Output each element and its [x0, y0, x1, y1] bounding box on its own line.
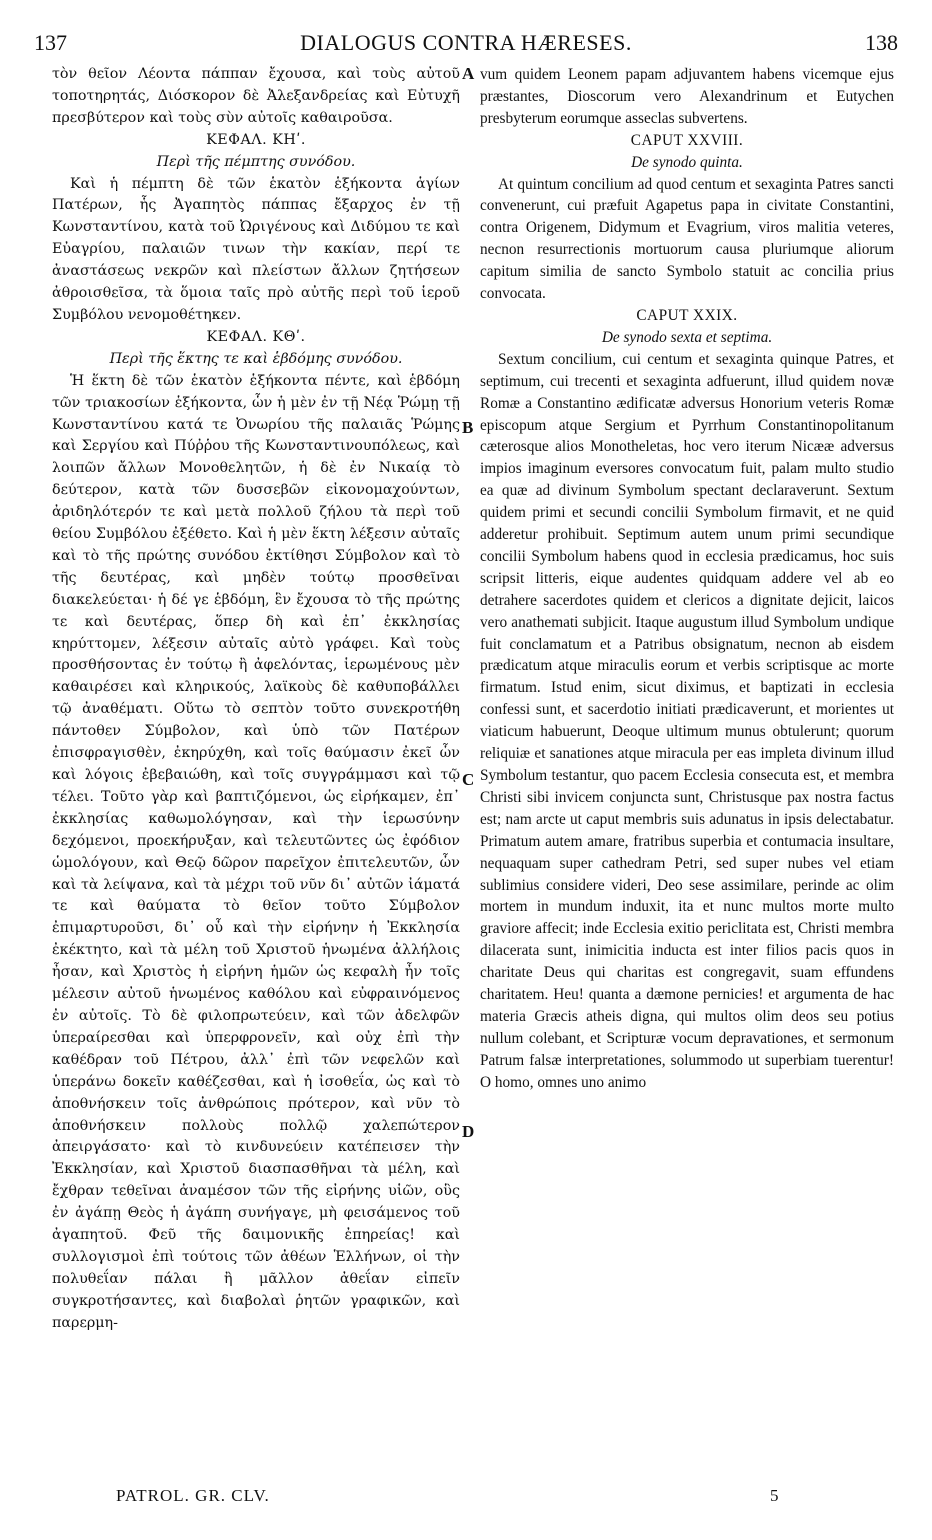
- greek-chapter-28-paragraph: Καὶ ἡ πέμπτη δὲ τῶν ἑκατὸν ἑξήκοντα ἁγίων Πατέρων, ἧς Ἀγαπητὸς πάππας ἔξαρχος ἐν τῇ Κωνσταντίνου, κατὰ τοῦ Ὠριγένους καὶ Διδύμου τε καὶ Εὐαγρίου, παλαιῶν τινων τὴν κακίαν, περί τε ἀναστάσεως νεκρῶν καὶ πλείστων ἄλλων ζητήσεων ἀθροισθεῖσα, τὰ ὅμοια ταῖς πρὸ αὐτῆς περὶ τοῦ ἱεροῦ Συμβόλου νενομοθέτηκεν.: [52, 175, 460, 323]
- page-footer: [0, 1486, 932, 1516]
- greek-chapter-28-heading: ΚΕΦΑΛ. ΚΗʹ.: [206, 131, 306, 148]
- greek-chapter-29-heading: ΚΕΦΑΛ. ΚΘʹ.: [206, 328, 306, 345]
- margin-letter-d: D: [462, 1122, 475, 1141]
- latin-intro-paragraph: vum quidem Leonem papam adjuvantem habens vicemque ejus præstantes, Dioscorum vero Alexandrinum et Eutychen presbyterum eorumque asseclas subvertens.: [480, 66, 894, 127]
- latin-chapter-28-heading: CAPUT XXVIII.: [630, 131, 744, 149]
- greek-column: [52, 64, 460, 1335]
- page-number-right: 138: [865, 30, 898, 55]
- margin-letter-a: A: [462, 64, 475, 83]
- latin-chapter-28-subtitle: De synodo quinta.: [631, 153, 743, 171]
- footer-signature-number: 5: [770, 1486, 779, 1505]
- running-title: DIALOGUS CONTRA HÆRESES.: [300, 30, 632, 55]
- margin-letter-b: B: [462, 418, 474, 437]
- page-number-left: 137: [34, 30, 67, 55]
- greek-intro-paragraph: τὸν θεῖον Λέοντα πάππαν ἔχουσα, καὶ τοὺς αὐτοῦ τοποτηρητάς, Διόσκορον δὲ Ἀλεξανδρείας καὶ Εὐτυχῆ πρεσβύτερον καὶ τοὺς σὺν αὐτοῖς καθαιροῦσα.: [52, 66, 460, 126]
- latin-chapter-29-paragraph: Sextum concilium, cui centum et sexaginta quinque Patres, et septimum, cui trecenti et sexaginta adfuerunt, illud quidem novæ Romæ a Constantino ædificatæ adversus Honorium veteris Romæ episcopum atque Sergium et Pyrrhum Constantinopolitanum cæterosque alios Monotheletas, hoc vero iterum Nicææ adversus impios imaginum eversores convocatum fuit, palam multo studio ea quæ ad divinum Symbolum spectant declaraverunt. Sextum quidem primi et secundi concilii Symbolum firmavit, et ne quid adderetur prohibuit. Septimum autem unum primi secundique concilii Symbolum habens quod in ecclesia prædicamus, hoc suis scripsit litteris, eique audentes quidquam addere vel ab eo detrahere sacerdotes quidem et clericos a dignitate dejicit, laicos vero anathemati subjicit. Itaque augustum illud Symbolum undique fuit conclamatum et a Patribus obsignatum, necnon ab eisdem prædicatum atque miraculis eorum et verbis scriptisque ac morte firmatum. Istud enim, sicut diximus, et baptizati in ecclesia confessi sunt, et sacerdotio initiati prædicaverunt, et morientes ut viaticum habuerunt, Deoque ultimum munus obtulerunt; quorum reliquiæ et sanationes atque miracula per eas impleta divinum illud Symbolum testantur, quo pacem Ecclesia consecuta est, et membra Christi sibi invicem conjuncta sunt, Christusque pax nostra factus est; nam arcte ut caput membris suis adunatus in ipsis delectabatur. Primatum autem amare, fratribus superbia et contumacia insultare, nequaquam super cathedram Petri, sed super nubes vel etiam sublimius considere videri, Deo sese assimilare, perinde ac olim mortem in mundum induxit, ita et nunc multos morte multo graviore affecit; inde Ecclesia exitio periclitata est, Christi membra dilacerata sunt, inimicitia inducta est inter filios pacis quos in charitate Deus qui charitas est congregavit, suam effundens charitatem. Heu! quanta a dæmone pernicies! et argumenta de hac materia Græcis atheis digna, qui multos olim deos seu potius nullum colebant, et Scripturæ vocum depravationes, et sermonum Patrum falsæ interpretationes, solummodo ut superbiam tuerentur! O homo, omnes uno animo: [480, 350, 894, 1091]
- running-header: [34, 30, 898, 60]
- latin-chapter-29-heading: CAPUT XXIX.: [636, 306, 738, 324]
- latin-column: [480, 64, 894, 1094]
- greek-chapter-28-subtitle: Περὶ τῆς πέμπτης συνόδου.: [156, 153, 356, 170]
- greek-chapter-29-subtitle: Περὶ τῆς ἕκτης τε καὶ ἑβδόμης συνόδου.: [109, 350, 403, 367]
- greek-chapter-29-paragraph: Ἡ ἕκτη δὲ τῶν ἑκατὸν ἑξήκοντα πέντε, καὶ ἑβδόμη τῶν τριακοσίων ἑξήκοντα, ὧν ἡ μὲν ἐν τῇ Νέᾳ Ῥώμῃ τῇ Κωνσταντίνου κατά τε Ὀνωρίου τῆς παλαιᾶς Ῥώμης καὶ Σεργίου καὶ Πύῤῥου τῆς Κωνσταντινουπόλεως, καὶ λοιπῶν ἄλλων Μονοθελητῶν, ἡ δὲ ἐν Νικαίᾳ τὸ δεύτερον, κατὰ τῶν δυσσεβῶν εἰκονομαχούντων, ἀριδηλότερόν τε καὶ μετὰ πολλοῦ ζήλου τὰ περὶ τοῦ θείου Συμβόλου ἐξέθετο. Καὶ ἡ μὲν ἕκτη λέξεσιν αὐταῖς καὶ τὸ τῆς πρώτης συνόδου ἐκτίθησι Σύμβολον καὶ τὸ τῆς δευτέρας, καὶ μηδὲν τούτῳ προσθεῖναι διακελεύεται· ἡ δέ γε ἑβδόμη, ἓν ἔχουσα τὸ τῆς πρώτης τε καὶ δευτέρας, ὅπερ δὴ καὶ ἐπ᾽ ἐκκλησίας κηρύττομεν, λέξεσιν αὐταῖς αὐτὸ γράφει. Καὶ τοὺς προσθήσοντας ἐν τούτῳ ἢ ἀφελόντας, ἱερωμένους μὲν καθαιρέσει καὶ κληρικούς, λαϊκοὺς δὲ καθυποβάλλει τῷ ἀναθέματι. Οὕτω τὸ σεπτὸν τοῦτο συνεκροτήθη πάντοθεν Σύμβολον, καὶ ὑπὸ τῶν Πατέρων ἐπισφραγισθὲν, ἐκηρύχθη, καὶ τοῖς θαύμασιν ἐκεῖ ὧν καὶ λόγοις ἐβεβαιώθη, καὶ τοῖς συγγράμμασι καὶ τῷ τέλει. Τοῦτο γὰρ καὶ βαπτιζόμενοι, ὡς εἰρήκαμεν, ἐπ᾽ ἐκκλησίας καθωμολόγησαν, καὶ τὴν ἱερωσύνην δεχόμενοι, προεκήρυξαν, καὶ τελευτῶντες ὡς ἐφόδιον ὡμολόγουν, καὶ Θεῷ δῶρον παρεῖχον ἐπιτελευτῶν, ὧν καὶ τὰ λείψανα, καὶ τὰ μέχρι τοῦ νῦν δι᾽ αὐτῶν ἰάματά τε καὶ θαύματα τὸ θεῖον τοῦτο Σύμβολον ἐπιμαρτυροῦσι, δι᾽ οὗ καὶ τὴν εἰρήνην ἡ Ἐκκλησία ἐκέκτητο, καὶ τὰ μέλη τοῦ Χριστοῦ ἡνωμένα ἀλλήλοις ἦσαν, καὶ Χριστὸς ἡ εἰρήνη ἡμῶν ὡς κεφαλὴ ἦν τοῖς μέλεσιν αὐτοῦ ἡνωμένος καθόλου καὶ εὐφραινόμενος ἐν αὐτοῖς. Τὸ δὲ φιλοπρωτεύειν, καὶ τῶν ἀδελφῶν ὑπεραίρεσθαι καὶ ὑπερφρονεῖν, καὶ οὐχ ἐπὶ τὴν καθέδραν τοῦ Πέτρου, ἀλλ᾽ ἐπὶ τῶν νεφελῶν καὶ ὑπεράνω δοκεῖν καθέζεσθαι, καὶ ἡ ἰσοθεΐα, ὡς καὶ τὸ ἀποθνήσκειν τοῖς ἀνθρώποις πρότερον, καὶ νῦν τὸ ἀποθνήσκειν πολλοὺς πολλῷ χαλεπώτερον ἀπειργάσατο· καὶ τὸ κινδυνεύειν κατέπεισεν τὴν Ἐκκλησίαν, καὶ Χριστοῦ διασπασθῆναι τὰ μέλη, καὶ ἔχθραν τεθεῖναι ἀναμέσον τῶν τῆς εἰρήνης υἱῶν, οὓς ἐν ἀγάπῃ Θεὸς ἡ ἀγάπη συνήγαγε, μὴ φεισάμενος τοῦ ἀγαπητοῦ. Φεῦ τῆς δαιμονικῆς ἐπηρείας! καὶ συλλογισμοὶ ἐπὶ τούτοις τῶν ἀθέων Ἑλλήνων, οἱ τὴν πολυθεΐαν πάλαι ἢ μᾶλλον ἀθεΐαν εἰπεῖν συγκροτήσαντες, καὶ διαβολαὶ ῥητῶν γραφικῶν, καὶ παρερμη-: [52, 372, 460, 1331]
- latin-chapter-28-paragraph: At quintum concilium ad quod centum et sexaginta Patres sancti convenerunt, cui præfuit Agapetus papa in civitate Constantini, contra Origenem, Didymum et Evagrium, viros malitia veteres, necnon resurrectionis mortuorum causa pluriumque aliorum capitum similia de sancto Symbolo statuit ac concilia prius convocata.: [480, 175, 894, 303]
- margin-letter-c: C: [462, 770, 475, 789]
- footer-series-mark: PATROL. GR. CLV.: [116, 1486, 270, 1505]
- latin-chapter-29-subtitle: De synodo sexta et septima.: [601, 328, 773, 346]
